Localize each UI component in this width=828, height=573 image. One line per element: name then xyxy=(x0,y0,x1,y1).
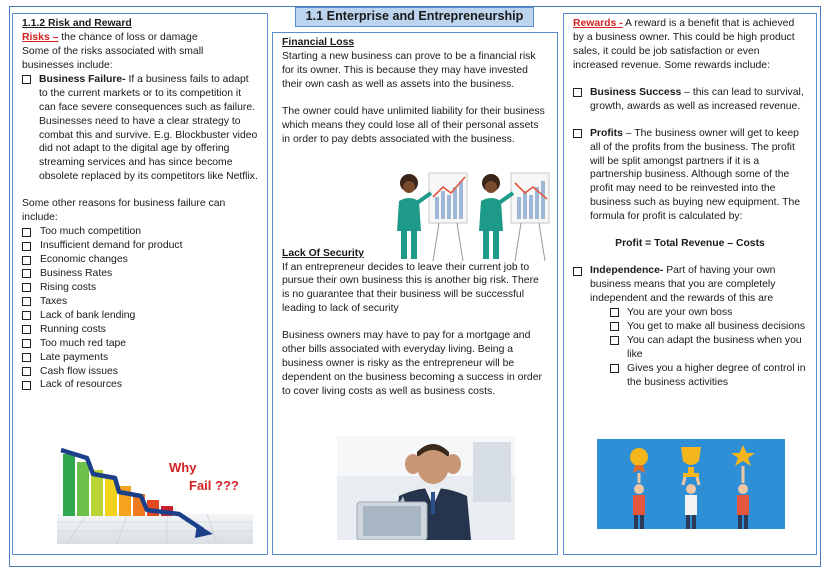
checkbox-icon xyxy=(610,308,619,317)
fail-text: Fail ??? xyxy=(189,478,239,493)
checkbox-icon xyxy=(22,353,31,362)
risks-label: Risks – xyxy=(22,31,59,43)
list-item: Too much competition xyxy=(22,225,258,239)
success-label: Business Success xyxy=(590,86,682,98)
list-item: Too much red tape xyxy=(22,337,258,351)
list-item: Rising costs xyxy=(22,281,258,295)
list-item: Insufficient demand for product xyxy=(22,239,258,253)
list-item: Gives you a higher degree of control in the business activities xyxy=(610,362,807,390)
list-item: Taxes xyxy=(22,295,258,309)
checkbox-icon xyxy=(610,322,619,331)
rewards-panel xyxy=(563,13,817,555)
risks-definition xyxy=(22,31,258,45)
independence-item xyxy=(573,264,807,306)
checkbox-icon xyxy=(573,267,582,276)
checkbox-icon xyxy=(22,283,31,292)
profits-label: Profits xyxy=(590,127,623,139)
checkbox-icon xyxy=(610,336,619,345)
risks-intro: Some of the risks associated with small businesses include: xyxy=(22,45,204,71)
financial-loss-title: Financial Loss xyxy=(282,37,355,48)
other-reasons-intro: Some other reasons for business failure can include: xyxy=(22,198,226,224)
financial-panel xyxy=(272,32,558,555)
security-paragraph-1: If an entrepreneur decides to leave their current job to pursue their own business this is another big risk. There is no guarantee that their business will be successful leading to lack of security xyxy=(282,261,539,315)
list-item: Running costs xyxy=(22,323,258,337)
checkbox-icon xyxy=(22,242,31,251)
rewards-definition xyxy=(573,17,807,73)
checkbox-icon xyxy=(573,129,582,138)
why-text: Why xyxy=(169,460,197,475)
business-success-item xyxy=(573,86,807,114)
stressed-businessman-photo xyxy=(337,436,515,540)
failure-label: Business Failure- xyxy=(39,73,126,85)
checkbox-icon xyxy=(22,297,31,306)
failure-text: If a business fails to adapt to the current markets or to its competition it can face severe consequences such as failure. Businesses need to have a clear strategy to combat this and survive. E.g. Blockbuster video did not adapt to the digital age by offering streaming services and has since become obsolete replaced by its competitors like Netflix. xyxy=(39,73,258,183)
financial-paragraph-1: Starting a new business can prove to be a financial risk for its owner. This is because they may have invested their own cash as well as assets into the business. xyxy=(282,50,536,90)
list-item: Business Rates xyxy=(22,267,258,281)
list-item: Lack of resources xyxy=(22,378,258,392)
checkbox-icon xyxy=(610,364,619,373)
why-fail-chart-illustration xyxy=(57,434,253,544)
checkbox-icon xyxy=(22,367,31,376)
section-title: 1.1.2 Risk and Reward xyxy=(22,18,132,29)
checkbox-icon xyxy=(22,381,31,390)
checkbox-icon xyxy=(22,75,31,84)
rewards-def-text: A reward is a benefit that is achieved by a business owner. This could be high product sales, it could be job satisfaction or even increased revenue. Some rewards include: xyxy=(573,18,795,71)
risk-panel xyxy=(12,13,268,555)
profits-item xyxy=(573,127,807,225)
risks-def-text: the chance of loss or damage xyxy=(58,31,198,43)
list-item: You get to make all business decisions xyxy=(610,320,807,334)
rewards-label: Rewards - xyxy=(573,18,623,29)
list-item: Cash flow issues xyxy=(22,365,258,379)
profits-text: – The business owner will get to keep all of the profits from the business. The profit will be split amongst partners if it is a partnership business. Although some of the profit may need to be reinvested into the business such as buying new equipment. The formula for profit is calculated by: xyxy=(590,127,801,223)
security-paragraph-2: Business owners may have to pay for a mortgage and other bills associated with everyday living. Being a business owner is risky as the entrepreneur will be dependent on the business becoming a success in order to cover living costs as well as business costs. xyxy=(282,330,542,397)
independence-text: Part of having your own business means that you are completely independent and the rewards of this are xyxy=(590,265,776,304)
checkbox-icon xyxy=(22,339,31,348)
financial-paragraph-2: The owner could have unlimited liability for their business which means they could lose all of their personal assets in order to pay debts associated with the business. xyxy=(282,105,545,145)
checkbox-icon xyxy=(22,325,31,334)
list-item: Lack of bank lending xyxy=(22,309,258,323)
checkbox-icon xyxy=(573,88,582,97)
checkbox-icon xyxy=(22,228,31,237)
reasons-list xyxy=(22,225,258,392)
presenter-illustration xyxy=(395,167,555,263)
independence-label: Independence- xyxy=(590,265,664,277)
business-failure-item xyxy=(22,73,258,185)
checkbox-icon xyxy=(22,269,31,278)
list-item: You are your own boss xyxy=(610,306,807,320)
checkbox-icon xyxy=(22,256,31,265)
lack-of-security-title: Lack Of Security xyxy=(282,247,365,259)
list-item: Late payments xyxy=(22,351,258,365)
success-text: – this can lead to survival, growth, awards as well as increased revenue. xyxy=(590,86,804,112)
award-winners-illustration xyxy=(597,439,785,529)
list-item: Economic changes xyxy=(22,253,258,267)
profit-formula: Profit = Total Revenue – Costs xyxy=(615,238,765,250)
page-title: 1.1 Enterprise and Entrepreneurship xyxy=(295,7,534,27)
checkbox-icon xyxy=(22,311,31,320)
independence-benefits-list xyxy=(573,306,807,390)
list-item: You can adapt the business when you like xyxy=(610,334,807,362)
